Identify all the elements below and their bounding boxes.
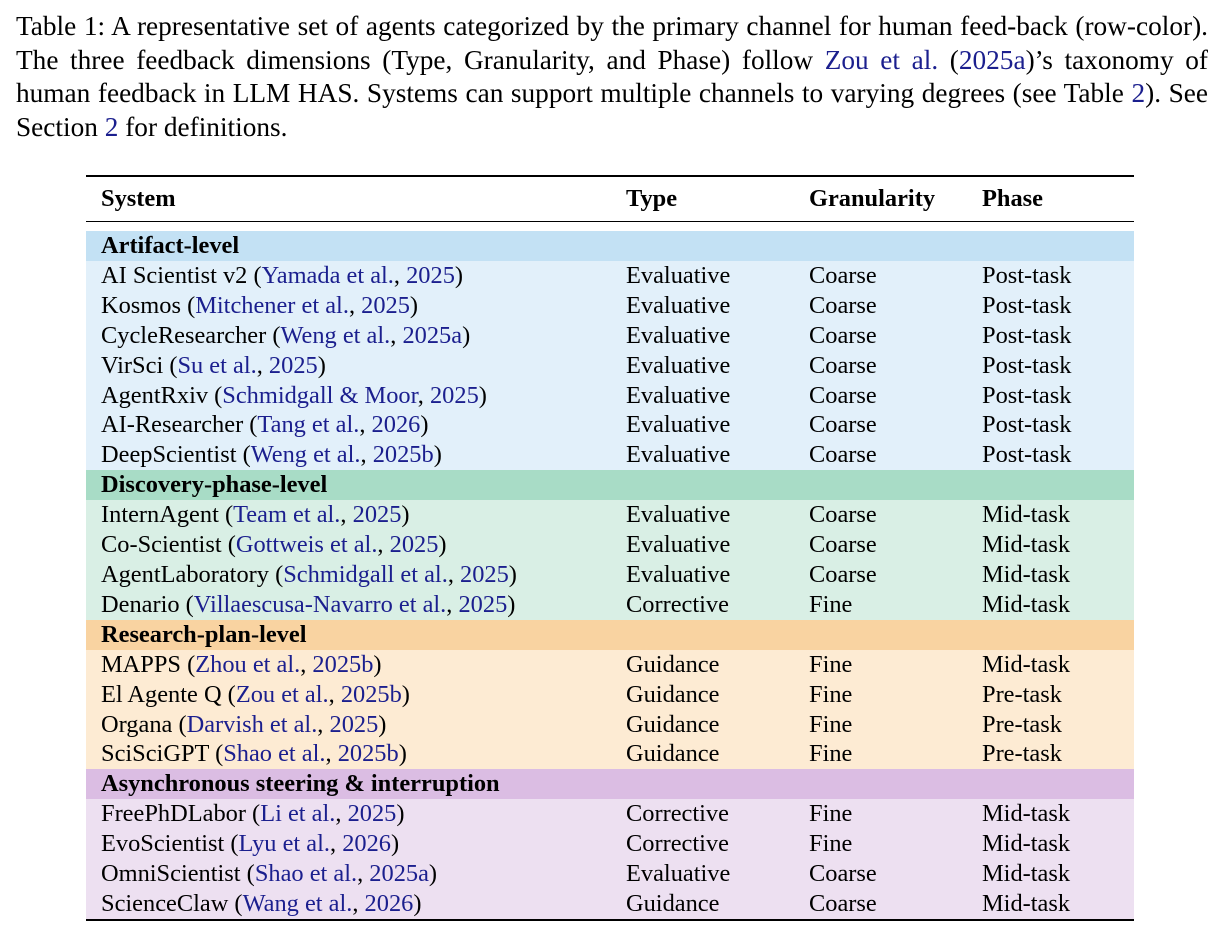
comma: , <box>360 441 373 469</box>
table-ref-link[interactable]: 2 <box>1131 78 1146 109</box>
citation-year-link[interactable]: 2025 <box>460 560 509 588</box>
granularity-cell: Coarse <box>809 351 877 379</box>
table-row <box>86 799 1134 829</box>
paren-close: ) <box>390 830 400 858</box>
citation-link[interactable]: Zou et al. <box>824 44 939 75</box>
type-cell: Evaluative <box>626 351 731 379</box>
table-row <box>86 739 1134 769</box>
granularity-cell: Fine <box>809 800 853 828</box>
citation-year-link[interactable]: 2025b <box>312 650 374 678</box>
citation-year-link[interactable]: 2025 <box>347 800 397 828</box>
paren-close: ) <box>507 590 516 618</box>
citation-authors-link[interactable]: Weng et al. <box>280 321 391 349</box>
table-row <box>86 381 1134 411</box>
table-row <box>86 859 1134 889</box>
group-header-row <box>86 470 1134 500</box>
system-name: AgentRxiv <box>101 381 209 409</box>
table-row <box>86 500 1134 530</box>
system-name: Co-Scientist <box>101 531 222 559</box>
granularity-cell: Coarse <box>809 501 877 529</box>
granularity-cell: Coarse <box>809 860 877 888</box>
granularity-cell: Coarse <box>809 531 877 559</box>
citation-authors-link[interactable]: Villaescusa-Navarro et al. <box>193 590 447 618</box>
phase-cell: Post-task <box>982 261 1072 289</box>
paren-close: ) <box>401 680 410 708</box>
table-row <box>86 680 1134 710</box>
citation-year-link[interactable]: 2025a <box>958 44 1026 75</box>
system-cell <box>86 321 611 351</box>
group-title: Discovery-phase-level <box>101 471 328 499</box>
paren-open: ( <box>240 860 255 888</box>
header-spacer <box>86 222 1134 232</box>
paren-open: ( <box>247 261 262 289</box>
comma: , <box>348 291 362 319</box>
citation-year-link[interactable]: 2025 <box>268 351 318 379</box>
group-title: Asynchronous steering & interruption <box>101 770 500 798</box>
citation-authors-link[interactable]: Zhou et al. <box>195 650 301 678</box>
citation-authors-link[interactable]: Li et al. <box>260 800 336 828</box>
paren-close: ) <box>428 860 438 888</box>
paren-open: ( <box>268 560 284 588</box>
paren-open: ( <box>243 411 258 439</box>
granularity-cell: Coarse <box>809 411 877 439</box>
system-name: OmniScientist <box>101 860 241 888</box>
table-row <box>86 440 1134 470</box>
citation-year-link[interactable]: 2025 <box>406 261 455 289</box>
section-ref-link[interactable]: 2 <box>104 112 119 143</box>
granularity-cell: Fine <box>809 650 853 678</box>
group-header-row <box>86 620 1134 650</box>
citation-year-link[interactable]: 2025b <box>372 441 434 469</box>
granularity-cell: Coarse <box>809 441 877 469</box>
paren-open: ( <box>181 650 196 678</box>
paren-close: ) <box>438 531 447 559</box>
system-name: AI Scientist v2 <box>101 261 248 289</box>
granularity-cell: Coarse <box>809 560 877 588</box>
group-header-row <box>86 769 1134 799</box>
paren-open: ( <box>208 381 223 409</box>
phase-cell: Pre-task <box>982 740 1062 768</box>
paren-open: ( <box>163 351 178 379</box>
comma: , <box>317 710 330 738</box>
type-cell: Guidance <box>626 740 720 768</box>
system-name: Organa <box>101 710 173 738</box>
citation-authors-link[interactable]: Darvish et al. <box>186 710 318 738</box>
paren-open: ( <box>228 889 243 917</box>
phase-cell: Mid-task <box>982 590 1071 618</box>
system-name: AgentLaboratory <box>101 560 269 588</box>
system-cell <box>86 889 611 920</box>
paren-close: ) <box>454 261 464 289</box>
type-cell: Evaluative <box>626 291 731 319</box>
citation-year-link[interactable]: 2025 <box>389 531 439 559</box>
citation-authors-link[interactable]: Schmidgall et al. <box>283 560 448 588</box>
caption-text: A representative set of agents categorized by the primary channel for human feed-back (row-color). The three feedback dimensions (Type, Granularity, and Phase) follow <box>16 11 1208 75</box>
paren-close: ) <box>409 291 419 319</box>
citation-year-link[interactable]: 2025 <box>361 291 410 319</box>
citation-year-link[interactable]: 2026 <box>342 830 391 858</box>
phase-cell: Mid-task <box>982 501 1071 529</box>
granularity-cell: Fine <box>809 740 853 768</box>
citation-authors-link[interactable]: Schmidgall & Moor <box>222 381 418 409</box>
system-name: FreePhDLabor <box>101 800 246 828</box>
citation-year-link[interactable]: 2025b <box>340 680 402 708</box>
system-cell <box>86 799 611 829</box>
system-cell <box>86 530 611 560</box>
paren-open: ( <box>236 441 251 469</box>
agents-table <box>86 175 1134 921</box>
type-cell: Guidance <box>626 680 720 708</box>
citation-authors-link[interactable]: Team et al. <box>233 501 341 529</box>
citation-authors-link[interactable]: Mitchener et al. <box>195 291 349 319</box>
paren-close: ) <box>420 411 429 439</box>
phase-cell: Post-task <box>982 321 1072 349</box>
system-cell <box>86 710 611 740</box>
comma: , <box>328 680 341 708</box>
phase-cell: Mid-task <box>982 830 1071 858</box>
citation-authors-link[interactable]: Zou et al. <box>235 680 329 708</box>
type-cell: Corrective <box>626 830 729 858</box>
paren-open: ( <box>224 830 239 858</box>
phase-cell: Mid-task <box>982 889 1071 917</box>
citation-authors-link[interactable]: Su et al. <box>177 351 257 379</box>
comma: , <box>352 889 365 917</box>
granularity-cell: Coarse <box>809 889 877 917</box>
type-cell: Evaluative <box>626 501 731 529</box>
header-system: System <box>101 185 176 213</box>
table-row <box>86 710 1134 740</box>
type-cell: Guidance <box>626 889 720 917</box>
paren-open: ( <box>218 501 234 529</box>
type-cell: Evaluative <box>626 381 731 409</box>
comma: , <box>417 381 430 409</box>
citation-authors-link[interactable]: Yamada et al. <box>261 261 394 289</box>
system-name: AI-Researcher <box>101 411 244 439</box>
system-cell <box>86 829 611 859</box>
comma: , <box>357 860 370 888</box>
table-body <box>86 222 1134 920</box>
citation-year-link[interactable]: 2025 <box>329 710 379 738</box>
system-cell <box>86 500 611 530</box>
system-cell <box>86 440 611 470</box>
table-row <box>86 530 1134 560</box>
comma: , <box>377 531 390 559</box>
phase-cell: Post-task <box>982 291 1072 319</box>
citation-authors-link[interactable]: Shao et al. <box>223 740 326 768</box>
granularity-cell: Fine <box>809 680 853 708</box>
group-title: Artifact-level <box>101 232 240 259</box>
system-cell <box>86 680 611 710</box>
granularity-cell: Coarse <box>809 321 877 349</box>
paren-close: ) <box>462 321 471 349</box>
system-name: EvoScientist <box>101 830 225 858</box>
paren-open: ( <box>266 321 281 349</box>
citation-year-link[interactable]: 2025b <box>337 740 399 768</box>
type-cell: Evaluative <box>626 860 731 888</box>
paren-close: ) <box>398 740 407 768</box>
paren-close: ) <box>401 501 410 529</box>
citation-authors-link[interactable]: Weng et al. <box>250 441 361 469</box>
citation-year-link[interactable]: 2026 <box>364 889 414 917</box>
comma: , <box>390 321 403 349</box>
paren-open: ( <box>179 590 194 618</box>
type-cell: Evaluative <box>626 321 731 349</box>
comma: , <box>325 740 338 768</box>
type-cell: Evaluative <box>626 441 731 469</box>
type-cell: Corrective <box>626 590 729 618</box>
table-row <box>86 291 1134 321</box>
type-cell: Evaluative <box>626 560 731 588</box>
system-cell <box>86 590 611 620</box>
system-name: El Agente Q <box>101 680 222 708</box>
citation-year-link[interactable]: 2025 <box>429 381 479 409</box>
comma: , <box>446 590 459 618</box>
citation-year-link[interactable]: 2026 <box>371 411 421 439</box>
type-cell: Evaluative <box>626 531 731 559</box>
granularity-cell: Coarse <box>809 291 877 319</box>
citation-year-link[interactable]: 2025a <box>402 321 463 349</box>
system-cell <box>86 859 611 889</box>
type-cell: Evaluative <box>626 411 731 439</box>
phase-cell: Post-task <box>982 381 1072 409</box>
header-row <box>86 176 1134 222</box>
table-row <box>86 889 1134 920</box>
comma: , <box>359 411 372 439</box>
granularity-cell: Coarse <box>809 381 877 409</box>
table-caption: Table 1: A representative set of agents categorized by the primary channel for human feed-back (row-color). The three feedback dimensions (Type, Granularity, and Phase) follow Zou et al. (2025a)’s taxonomy of human feedback in LLM HAS. Systems can support multiple channels to varying degrees (see Table 2). See Section 2 for definitions. <box>16 11 1209 143</box>
paren-close: ) <box>378 710 387 738</box>
group-header-row <box>86 231 1134 261</box>
table-header <box>86 176 1134 222</box>
paren-open: ( <box>172 710 187 738</box>
system-cell <box>86 261 611 291</box>
citation-authors-link[interactable]: Lyu et al. <box>238 830 330 858</box>
header-granularity: Granularity <box>809 185 936 213</box>
system-cell <box>86 410 611 440</box>
type-cell: Guidance <box>626 650 720 678</box>
table-row <box>86 560 1134 590</box>
header-phase: Phase <box>982 185 1043 213</box>
system-cell <box>86 351 611 381</box>
table-row <box>86 590 1134 620</box>
system-name: SciSciGPT <box>101 740 209 768</box>
citation-authors-link[interactable]: Wang et al. <box>242 889 353 917</box>
citation-authors-link[interactable]: Tang et al. <box>257 411 360 439</box>
paren-open: ( <box>180 291 196 319</box>
comma: , <box>330 830 343 858</box>
table-row <box>86 351 1134 381</box>
comma: , <box>340 501 353 529</box>
comma: , <box>393 261 407 289</box>
system-cell <box>86 291 611 321</box>
system-name: MAPPS <box>101 650 181 678</box>
citation-year-link[interactable]: 2025 <box>458 590 508 618</box>
comma: , <box>300 650 313 678</box>
system-cell <box>86 739 611 769</box>
system-name: CycleResearcher <box>101 321 267 349</box>
system-name: Denario <box>101 590 180 618</box>
phase-cell: Mid-task <box>982 531 1071 559</box>
phase-cell: Post-task <box>982 411 1072 439</box>
table-row <box>86 410 1134 440</box>
phase-cell: Post-task <box>982 441 1072 469</box>
header-type: Type <box>626 185 678 213</box>
citation-authors-link[interactable]: Gottweis et al. <box>235 531 378 559</box>
type-cell: Evaluative <box>626 261 731 289</box>
group-title: Research-plan-level <box>101 620 307 648</box>
paren-open: ( <box>245 800 261 828</box>
phase-cell: Mid-task <box>982 800 1071 828</box>
phase-cell: Post-task <box>982 351 1072 379</box>
paren-open: ( <box>221 680 236 708</box>
paren-close: ) <box>508 560 517 588</box>
system-name: DeepScientist <box>101 441 237 469</box>
system-name: InternAgent <box>101 501 219 529</box>
phase-cell: Pre-task <box>982 680 1062 708</box>
paren-close: ) <box>396 800 405 828</box>
granularity-cell: Fine <box>809 710 853 738</box>
citation-year-link[interactable]: 2025a <box>369 860 429 888</box>
type-cell: Guidance <box>626 710 720 738</box>
table-row <box>86 650 1134 680</box>
phase-cell: Pre-task <box>982 710 1062 738</box>
comma: , <box>335 800 348 828</box>
table-row <box>86 261 1134 291</box>
paren-open: ( <box>208 740 224 768</box>
phase-cell: Mid-task <box>982 860 1071 888</box>
citation-year-link[interactable]: 2025 <box>352 501 402 529</box>
system-cell <box>86 560 611 590</box>
granularity-cell: Fine <box>809 830 853 858</box>
system-name: ScienceClaw <box>101 889 229 917</box>
paren-close: ) <box>317 351 326 379</box>
type-cell: Corrective <box>626 800 729 828</box>
citation-authors-link[interactable]: Shao et al. <box>254 860 358 888</box>
system-cell <box>86 650 611 680</box>
phase-cell: Mid-task <box>982 560 1071 588</box>
paren-close: ) <box>413 889 422 917</box>
granularity-cell: Coarse <box>809 261 877 289</box>
granularity-cell: Fine <box>809 590 853 618</box>
paren-close: ) <box>433 441 442 469</box>
paren-open: ( <box>221 531 236 559</box>
system-cell <box>86 381 611 411</box>
paren-close: ) <box>478 381 487 409</box>
system-name: Kosmos <box>101 291 181 319</box>
phase-cell: Mid-task <box>982 650 1071 678</box>
table-row <box>86 829 1134 859</box>
comma: , <box>256 351 269 379</box>
system-name: VirSci <box>101 351 164 379</box>
caption-label: Table 1: <box>16 11 106 41</box>
table-row <box>86 321 1134 351</box>
comma: , <box>447 560 461 588</box>
paren-close: ) <box>373 650 382 678</box>
